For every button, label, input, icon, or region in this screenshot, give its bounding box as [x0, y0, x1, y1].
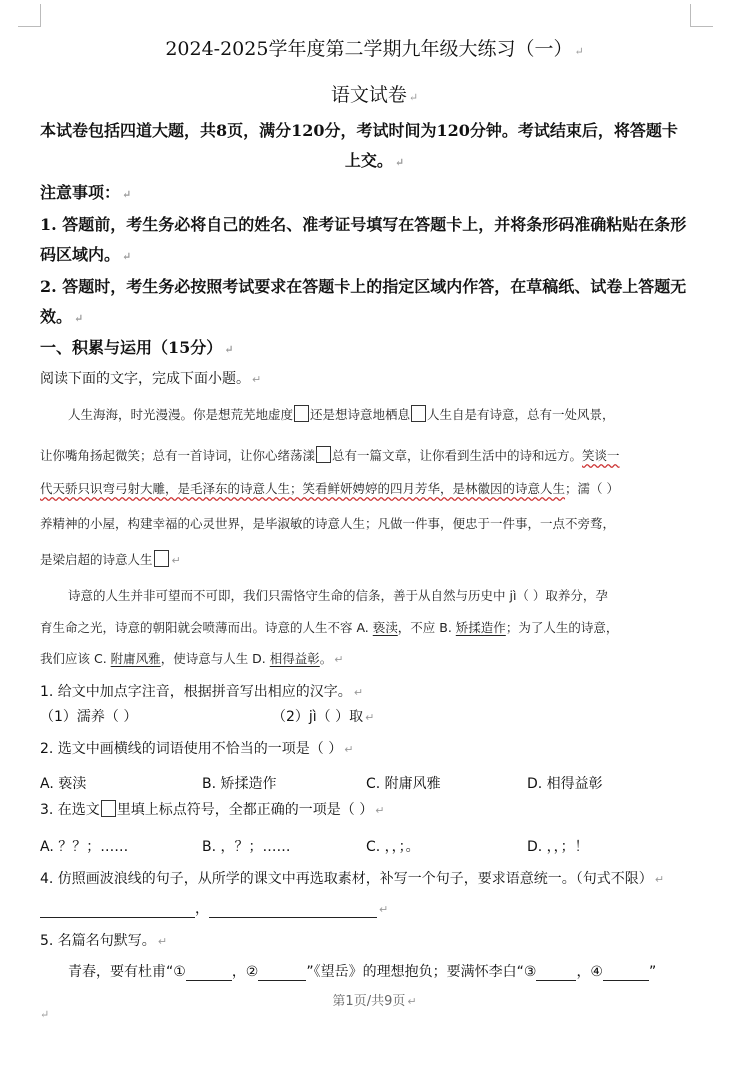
- question-3: 3. 在选文 里填上标点符号，全都正确的一项是（ ） ↵: [40, 802, 385, 818]
- intro-line-1: 本试卷包括四道大题，共8页，满分120分，考试时间为120分钟。考试结束后，将答题卡: [40, 121, 678, 140]
- punctuation-blank-box: [316, 446, 331, 463]
- q3-option-c[interactable]: C. ，，；。: [366, 839, 420, 855]
- notice-item-2: 2. 答题时，考生务必按照考试要求在答题卡上的指定区域内作答，在草稿纸、试卷上答题无: [40, 277, 687, 296]
- passage-line-1: 人生海海，时光漫漫。你是想荒芜地虚度 还是想诗意地栖息 人生自是有诗意，总有一处风景，: [68, 407, 615, 422]
- paragraph-mark: ↵: [40, 1008, 50, 1021]
- q3-option-d[interactable]: D. ，，；！: [527, 839, 589, 855]
- passage-line-8: 我们应该 C. 附庸风雅，使诗意与人生 D. 相得益彰。 ↵: [40, 651, 344, 666]
- passage-line-7: 育生命之光，诗意的朝阳就会喷薄而出。诗意的人生不容 A. 亵渎，不应 B. 矫揉造作；为了人生的诗意，: [40, 620, 619, 635]
- section-1-instruction: 阅读下面的文字，完成下面小题。 ↵: [40, 371, 262, 387]
- passage-line-4: 养精神的小屋，构建幸福的心灵世界，是毕淑敏的诗意人生；凡做一件事，便忠于一件事，一点不旁骛，: [40, 516, 616, 531]
- notice-item-1: 1. 答题前，考生务必将自己的姓名、准考证号填写在答题卡上，并将条形码准确粘贴在条形: [40, 215, 687, 234]
- q3-option-b[interactable]: B. ，？；……: [202, 839, 291, 855]
- question-1: 1. 给文中加点字注音，根据拼音写出相应的汉字。 ↵: [40, 684, 364, 700]
- question-1-part-2: （2）jì（ ）取 ↵: [272, 709, 375, 725]
- crop-mark-top-right: [690, 4, 713, 27]
- answer-blank-2[interactable]: [209, 917, 377, 918]
- recite-blank-2[interactable]: [258, 980, 306, 981]
- passage-line-2: 让你嘴角扬起微笑；总有一首诗词，让你心绪荡漾 总有一篇文章，让你看到生活中的诗和远方。笑谈一: [40, 448, 620, 463]
- recite-blank-3[interactable]: [536, 980, 576, 981]
- notice-item-1-cont: 码区域内。 ↵: [40, 245, 132, 264]
- question-4-answer-line[interactable]: ， ↵: [40, 898, 388, 918]
- section-1-heading: 一、积累与运用（15分） ↵: [40, 338, 234, 357]
- exam-title: 2024-2025学年度第二学期九年级大练习（一） ↵: [165, 38, 584, 60]
- question-5: 5. 名篇名句默写。 ↵: [40, 933, 168, 949]
- recite-blank-4[interactable]: [603, 980, 649, 981]
- punctuation-blank-box: [294, 405, 309, 422]
- q3-option-a[interactable]: A. ？？；……: [40, 839, 129, 855]
- notice-heading: 注意事项： ↵: [40, 183, 132, 202]
- exam-subtitle: 语文试卷 ↵: [330, 84, 419, 106]
- punctuation-blank-box: [154, 550, 169, 567]
- question-4: 4. 仿照画波浪线的句子，从所学的课文中再选取素材，补写一个句子，要求语意统一。（句式不限） ↵: [40, 871, 665, 887]
- passage-line-5: 是梁启超的诗意人生 ↵: [40, 552, 181, 567]
- crop-mark-top-left: [18, 4, 41, 27]
- answer-blank-1[interactable]: [40, 917, 195, 918]
- intro-line-2: 上交。 ↵: [344, 151, 405, 170]
- question-1-part-1: （1）濡养（ ）: [40, 709, 138, 725]
- notice-item-2-cont: 效。 ↵: [40, 307, 84, 326]
- question-5-line: 青春，要有杜甫“① ，② ”《望岳》的理想抱负；要满怀李白“③ ，④ ”: [68, 964, 657, 980]
- recite-blank-1[interactable]: [186, 980, 232, 981]
- page-footer: 第1页/共9页 ↵: [332, 994, 417, 1009]
- q2-option-a[interactable]: A. 亵渎: [40, 776, 87, 792]
- q2-option-c[interactable]: C. 附庸风雅: [366, 776, 441, 792]
- passage-line-6: 诗意的人生并非可望而不可即，我们只需恪守生命的信条，善于从自然与历史中 jì（ ）取养分，孕: [68, 588, 608, 603]
- question-2: 2. 选文中画横线的词语使用不恰当的一项是（ ） ↵: [40, 741, 354, 757]
- passage-line-3: 代天骄只识弯弓射大雕，是毛泽东的诗意人生；笑看鲜妍娉婷的四月芳华，是林徽因的诗意人生；濡（ ）: [40, 481, 619, 496]
- punctuation-blank-box: [101, 800, 116, 817]
- punctuation-blank-box: [411, 405, 426, 422]
- q2-option-d[interactable]: D. 相得益彰: [527, 776, 603, 792]
- q2-option-b[interactable]: B. 矫揉造作: [202, 776, 277, 792]
